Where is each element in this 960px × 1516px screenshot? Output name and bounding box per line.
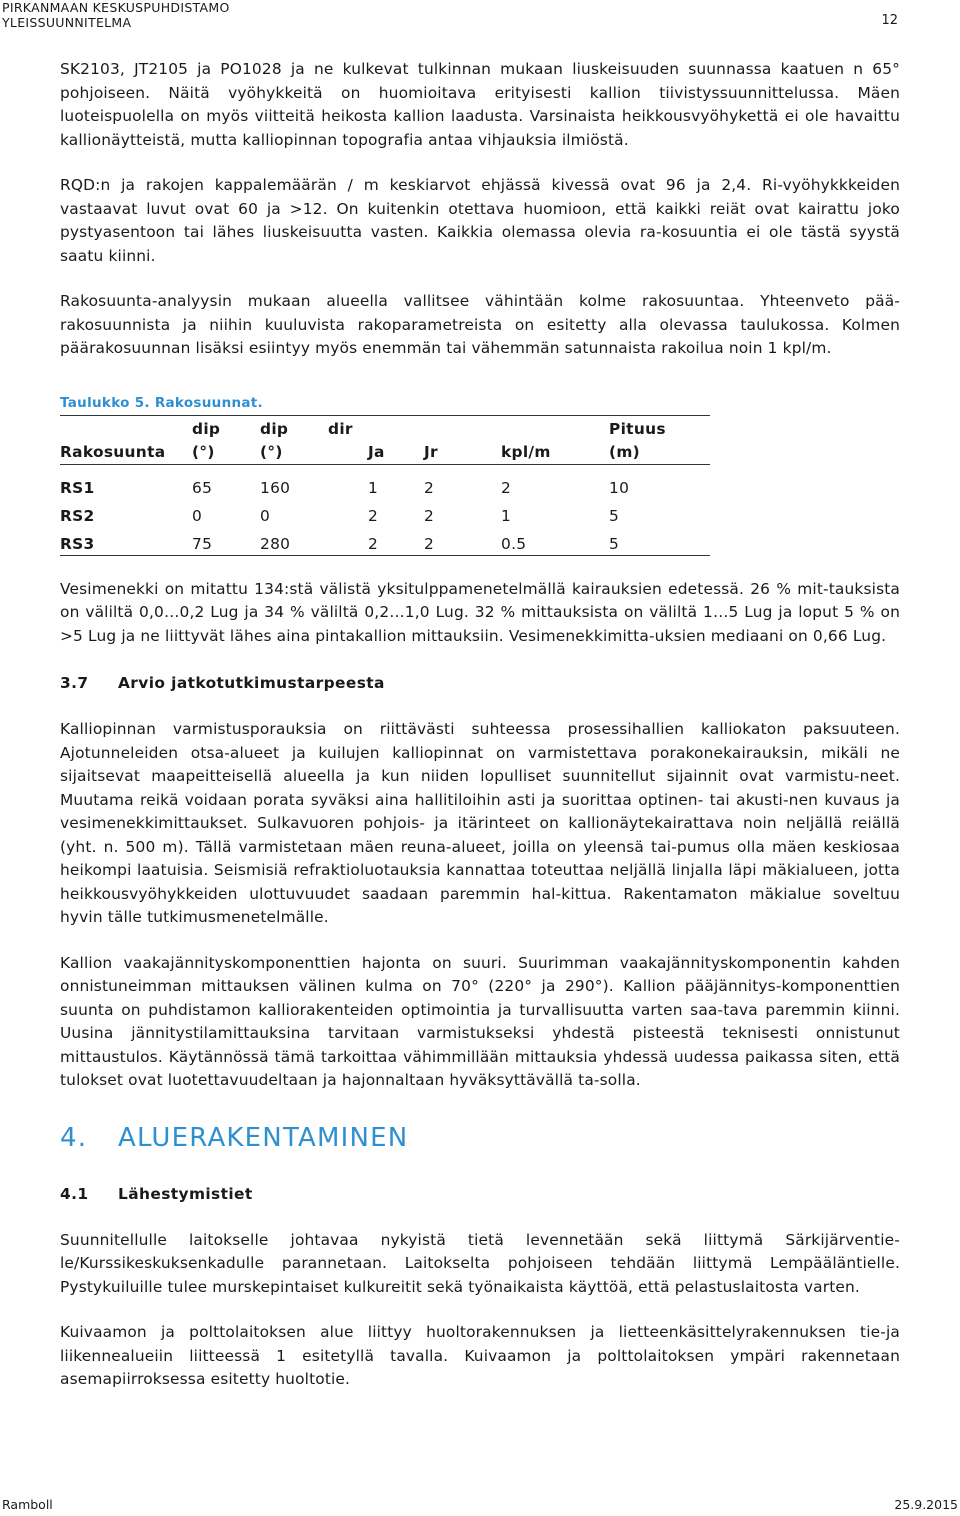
table-cell: 160 [260,478,291,497]
paragraph: Rakosuunta-analyysin mukaan alueella vallitsee vähintään kolme rakosuuntaa. Yhteenveto pää-rakosuunnista ja niihin kuuluvista rakoparametreista on esitetty alla olevassa taulukossa. Kolmen päärakosuunnan lisäksi esiintyy myös enemmän tai vähemmän satunnaista rakoilua noin 1 kpl/m. [60,292,900,357]
table-header-cell: Pituus (m) [609,415,710,464]
section-title: Lähestymistiet [118,1184,253,1203]
section-number: 4.1 [60,1184,89,1203]
section-heading-3-7 [60,674,900,692]
table-row [60,464,710,499]
table-cell: 5 [609,506,620,525]
table-cell: RS1 [60,478,95,497]
header-organization: PIRKANMAAN KESKUSPUHDISTAMO [2,0,230,15]
table-header-cell: dir [328,415,368,464]
header-document-title: YLEISSUUNNITELMA [2,15,132,30]
table-cell [328,464,368,499]
table-header-cell: Ja [368,415,424,464]
table-cell: 2 [368,506,379,525]
table-cell: 2 [424,506,435,525]
table-cell: 10 [609,478,630,497]
footer-date: 25.9.2015 [894,1497,958,1512]
table-cell: 0 [192,506,203,525]
table-cell: 2 [368,527,424,556]
page-header [2,0,230,30]
table-cell: 1 [501,506,512,525]
page-number: 12 [881,13,898,28]
table-cell: 2 [424,478,435,497]
joint-direction-table [60,415,710,556]
paragraph: SK2103, JT2105 ja PO1028 ja ne kulkevat tulkinnan mukaan liuskeisuuden suunnassa kaatuen n 65° pohjoiseen. Näitä vyöhykkeitä on huomioitava erityisesti kallion tiivistyssuunnittelussa. Mäen luoteispuolella on myös viitteitä heikosta kallion laadusta. Varsinaista heikkousvyöhykettä ei ole havaittu kallionäytteistä, mutta kalliopinnan topografia antaa vihjauksia ilmiöstä. [60,60,900,149]
paragraph: Kuivaamon ja polttolaitoksen alue liittyy huoltorakennuksen ja lietteenkäsittelyrakennuksen tie-ja liikennealueiin liitteessä 1 esitetyllä tavalla. Kuivaamon ja polttolaitoksen ympäri rakennetaan asemapiirroksessa esitetty huoltotie. [60,1323,900,1388]
table-cell: RS2 [60,506,95,525]
table-cell: 2 [424,527,501,556]
paragraph: Vesimenekki on mitattu 134:stä välistä yksitulppamenetelmällä kairauksien edetessä. 26 % mit-tauksista on väliltä 0,0…0,2 Lug ja 34 % väliltä 0,2…1,0 Lug. 32 % mittauksista on väliltä 1…5 Lug ja loput 5 % on >5 Lug ja ne liittyvät lähes aina pintakallion mittauksiin. Vesimenekkimitta-uksien mediaani on 0,66 Lug. [60,579,900,645]
table-header-row [60,415,710,464]
table-header-cell: Jr [424,415,501,464]
footer-company: Ramboll [2,1497,53,1512]
paragraph: Kallion vaakajännityskomponenttien hajonta on suuri. Suurimman vaakajännityskomponentin kahden onnistuneimman mittauksen välinen kulma on 70° (220° ja 290°). Kallion pääjännitys-komponenttien suunta on puhdistamon kalliorakenteiden optimointia ja turvallisuutta varten saa-tava paremmin kiinni. Uusina jännitystilamittauksina tarvitaan varmistukseksi yhdestä pisteestä teknisesti onnistunut mittaustulos. Käytännössä tämä tarkoittaa vähimmillään mittauksia yhdessä uudessa paikassa siten, että tulokset ovat luotettavuudeltaan ja hajonnaltaan hyväksyttävällä ta-solla. [60,953,900,1089]
section-number: 3.7 [60,674,89,692]
paragraph: Suunnitellulle laitokselle johtavaa nykyistä tietä levennetään sekä liittymä Särkijärventie-le/Kurssikeskuksenkadulle parannetaan. Laitokselta pohjoiseen tehdään liittymä Lempääläntielle. Pystykuiluille tulee murskepintaiset kulkureitit sekä työnaikaista käyttöä, että pelastuslaitosta varten. [60,1230,900,1296]
section-heading-4-1 [60,1185,900,1203]
table-header-cell: kpl/m [501,415,609,464]
table-cell: 1 [368,478,379,497]
table-header-cell: dip (°) [260,415,328,464]
table-cell: 65 [192,478,213,497]
table-cell: 0.5 [501,527,609,556]
table-cell: RS3 [60,527,192,556]
table-cell: 2 [501,478,512,497]
table-cell: 0 [260,506,271,525]
document-body [60,58,900,1414]
table-cell [328,527,368,556]
chapter-heading-4 [60,1123,900,1153]
chapter-title: ALUERAKENTAMINEN [118,1122,409,1153]
section-title: Arvio jatkotutkimustarpeesta [118,674,385,692]
table-cell: 75 [192,527,260,556]
chapter-number: 4. [60,1122,88,1153]
table-header-cell: Rakosuunta [60,415,192,464]
table-row [60,527,710,556]
table-row [60,499,710,527]
table-cell: 280 [260,527,328,556]
paragraph: RQD:n ja rakojen kappalemäärän / m keskiarvot ehjässä kivessä ovat 96 ja 2,4. Ri-vyöhykkkeiden vastaavat luvut ovat 60 ja >12. On kuitenkin otettava huomioon, että kaikki reiät ovat kairattu joko pystyasentoon tai lähes liuskeisuutta vasten. Kaikkia olemassa olevia ra-kosuuntia ei ole tästä syystä saatu kiinni. [60,176,900,265]
table-caption: Taulukko 5. Rakosuunnat. [60,394,263,411]
table-cell: 5 [609,527,710,556]
paragraph: Kalliopinnan varmistusporauksia on riittävästi suhteessa prosessihallien kalliokaton paksuuteen. Ajotunneleiden otsa-alueet ja kuilujen kalliopinnat on varmistettava porakonekairauksin, mikäli ne sijaitsevat maapeitteisellä alueella ja kun niiden lopulliset suunnitellut sijainnit ovat varmistu-neet. Muutama reikä voidaan porata syväksi aina hallitiloihin asti ja suorittaa optinen- tai akusti-nen kuvaus ja vesimenekkimittaukset. Sulkavuoren pohjois- ja itärinteet on kallionäytekairattava noin neljällä reiällä (yht. n. 500 m). Tällä varmistetaan mäen reuna-alueet, joilla on yleensä tai-pumus olla mäen keskiosaa heikompi laatuisia. Seismisiä refraktioluotauksia kannattaa toteuttaa neljällä linjalla läpi mäkialueen, jotta heikkousvyöhykkeiden ulottuvuudet saadaan paremmin hal-kittua. Rakentamaton mäkialue soveltuu hyvin tälle tutkimusmenetelmälle. [60,720,900,926]
table-cell [328,499,368,527]
table-header-cell: dip (°) [192,415,260,464]
